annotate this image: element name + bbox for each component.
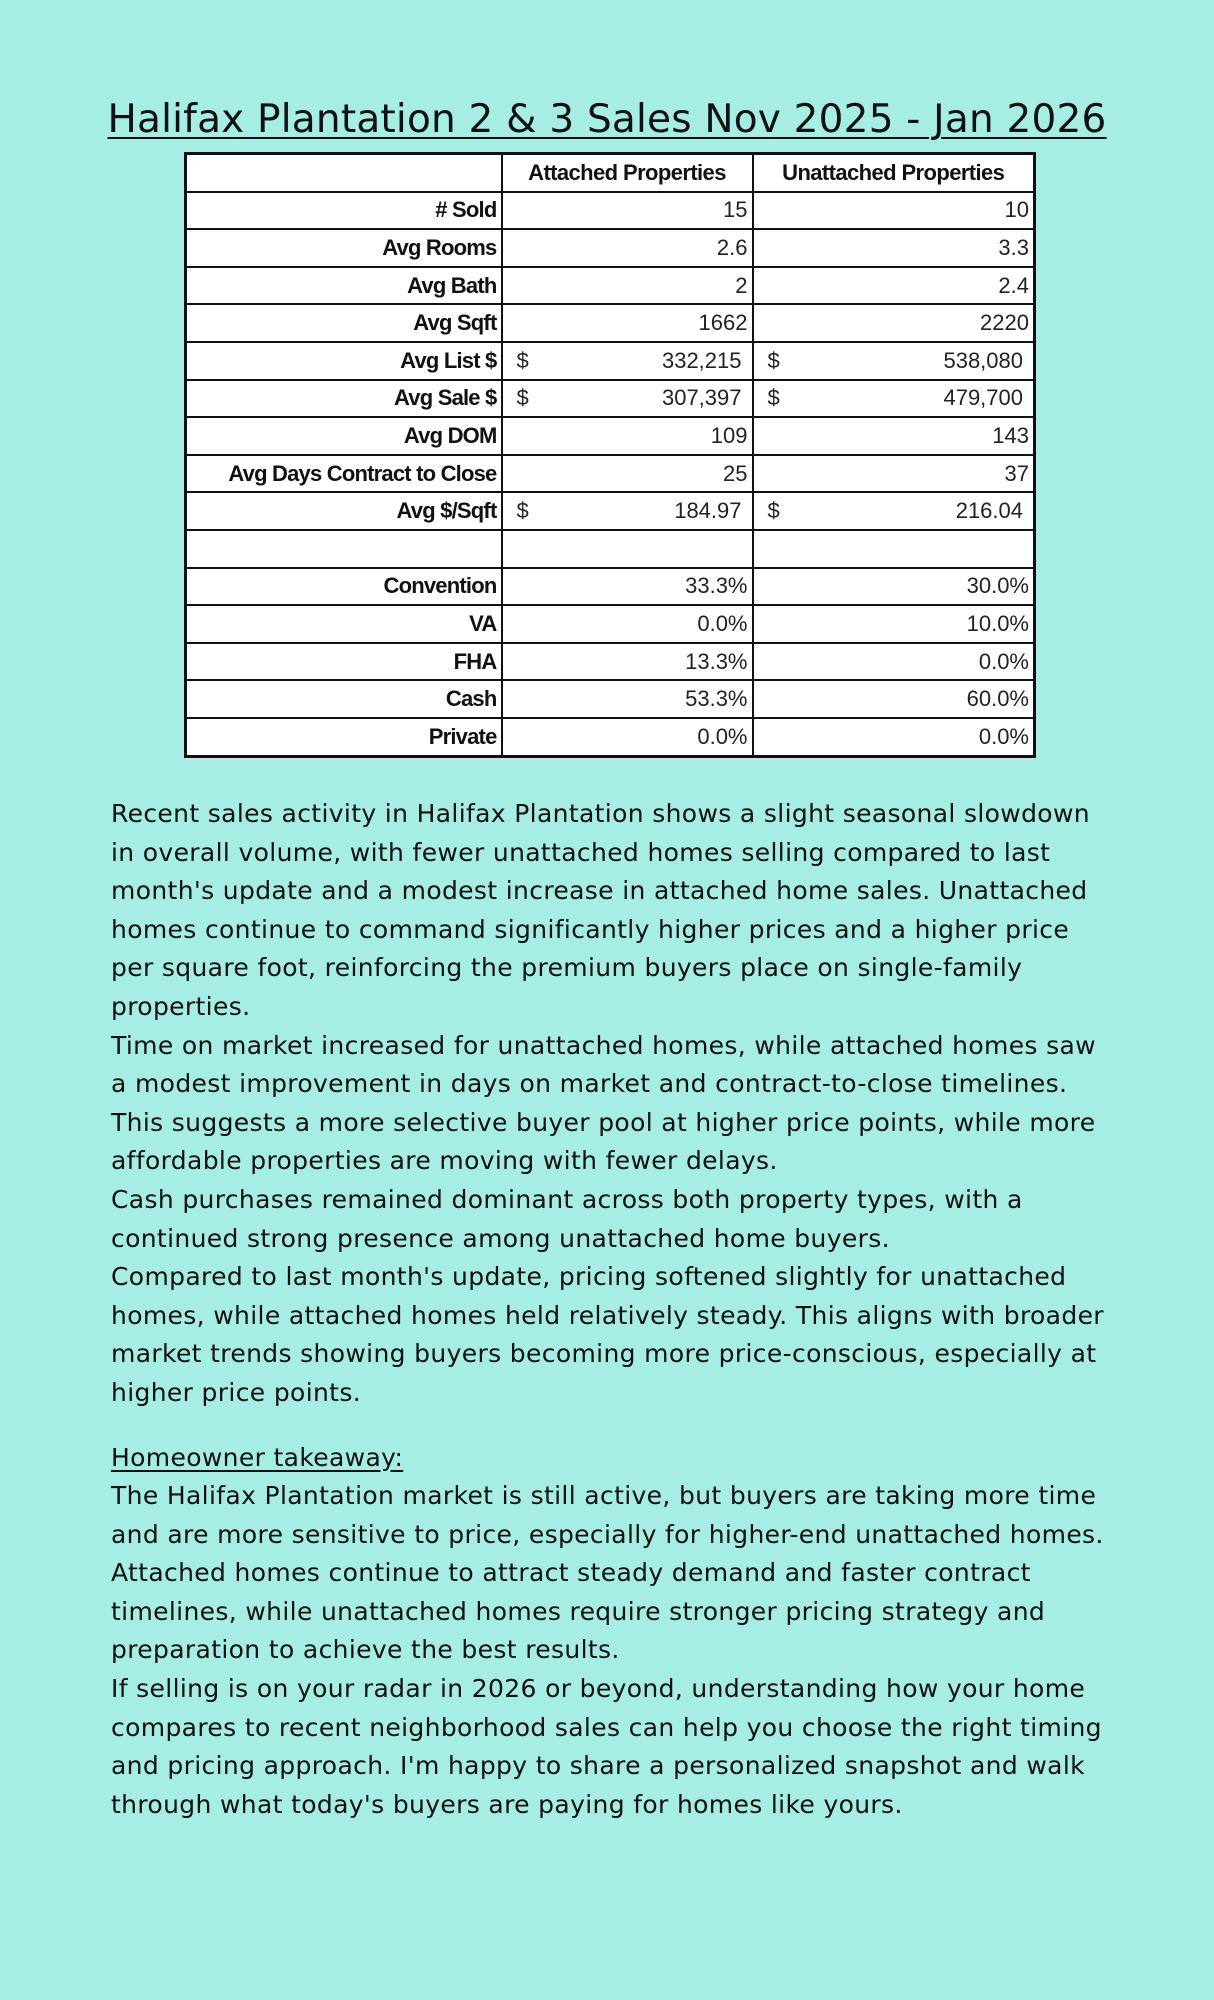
currency-symbol: $ xyxy=(767,347,780,373)
unattached-value: 60.0% xyxy=(753,680,1035,718)
row-label: Avg Bath xyxy=(186,267,502,305)
attached-value: 2.6 xyxy=(502,229,753,267)
table-row-spacer xyxy=(186,530,1035,568)
currency-symbol: $ xyxy=(516,347,529,373)
attached-value: 15 xyxy=(502,192,753,230)
row-label: Avg Rooms xyxy=(186,229,502,267)
table-row xyxy=(186,492,1035,530)
table-header-row xyxy=(186,154,1035,192)
table-row xyxy=(186,192,1035,230)
table-row xyxy=(186,643,1035,681)
amount: 332,215 xyxy=(661,347,742,373)
unattached-value xyxy=(753,530,1035,568)
row-label: VA xyxy=(186,605,502,643)
page-title: Halifax Plantation 2 & 3 Sales Nov 2025 - Jan 2026 xyxy=(107,97,1107,142)
attached-value: 0.0% xyxy=(502,718,753,756)
attached-value xyxy=(502,380,753,418)
row-label: FHA xyxy=(186,643,502,681)
unattached-value xyxy=(753,492,1035,530)
table-row xyxy=(186,417,1035,455)
table-row xyxy=(186,304,1035,342)
attached-value: 25 xyxy=(502,455,753,493)
row-label: # Sold xyxy=(186,192,502,230)
column-header-attached: Attached Properties xyxy=(502,154,753,192)
row-label: Avg $/Sqft xyxy=(186,492,502,530)
unattached-value xyxy=(753,380,1035,418)
attached-value: 2 xyxy=(502,267,753,305)
table-row xyxy=(186,380,1035,418)
paragraph-cash-purchases: Cash purchases remained dominant across both property types, with a continued strong presence among unattached home buyers. xyxy=(111,1184,1023,1253)
currency-symbol: $ xyxy=(516,385,529,411)
row-label: Avg List $ xyxy=(186,342,502,380)
attached-value: 0.0% xyxy=(502,605,753,643)
attached-value: 53.3% xyxy=(502,680,753,718)
attached-value: 1662 xyxy=(502,304,753,342)
column-header-label xyxy=(186,154,502,192)
attached-value: 33.3% xyxy=(502,568,753,606)
market-commentary xyxy=(111,795,1111,1824)
paragraph-market-overview: Recent sales activity in Halifax Plantation shows a slight seasonal slowdown in overall volume, with fewer unattached homes selling compared to last month's update and a modest increase in attached home sales. Unattached homes continue to command significantly higher prices and a higher price per square foot, reinforcing the premium buyers place on single-family properties. xyxy=(111,799,1090,1021)
paragraph-time-on-market: Time on market increased for unattached homes, while attached homes saw a modest improvement in days on market and contract-to-close timelines. This suggests a more selective buyer pool at higher price points, while more affordable properties are moving with fewer delays. xyxy=(111,1030,1096,1176)
table-row xyxy=(186,267,1035,305)
table-row xyxy=(186,680,1035,718)
currency-symbol: $ xyxy=(767,385,780,411)
row-label: Cash xyxy=(186,680,502,718)
takeaway-heading: Homeowner takeaway: xyxy=(111,1442,404,1472)
amount: 307,397 xyxy=(661,385,742,411)
unattached-value: 2.4 xyxy=(753,267,1035,305)
unattached-value: 37 xyxy=(753,455,1035,493)
table-row xyxy=(186,718,1035,756)
currency-symbol: $ xyxy=(767,498,780,524)
attached-value: 13.3% xyxy=(502,643,753,681)
row-label xyxy=(186,530,502,568)
row-label: Avg Days Contract to Close xyxy=(186,455,502,493)
attached-value: 109 xyxy=(502,417,753,455)
sales-comparison-table xyxy=(184,152,1036,758)
attached-value xyxy=(502,342,753,380)
currency-symbol: $ xyxy=(516,498,529,524)
amount: 479,700 xyxy=(943,385,1023,411)
unattached-value: 10.0% xyxy=(753,605,1035,643)
column-header-unattached: Unattached Properties xyxy=(753,154,1035,192)
unattached-value: 3.3 xyxy=(753,229,1035,267)
amount: 538,080 xyxy=(943,347,1023,373)
amount: 184.97 xyxy=(674,498,742,524)
sales-table-container xyxy=(184,152,1033,758)
paragraph-call-to-action: If selling is on your radar in 2026 or beyond, understanding how your home compares to recent neighborhood sales can help you choose the right timing and pricing approach. I'm happy to share a personalized snapshot and walk through what today's buyers are paying for homes like yours. xyxy=(111,1674,1102,1819)
table-row xyxy=(186,342,1035,380)
row-label: Avg Sale $ xyxy=(186,380,502,418)
table-row xyxy=(186,455,1035,493)
table-row xyxy=(186,568,1035,606)
row-label: Avg DOM xyxy=(186,417,502,455)
unattached-value: 30.0% xyxy=(753,568,1035,606)
attached-value xyxy=(502,530,753,568)
table-row xyxy=(186,605,1035,643)
unattached-value xyxy=(753,342,1035,380)
row-label: Convention xyxy=(186,568,502,606)
unattached-value: 0.0% xyxy=(753,643,1035,681)
unattached-value: 2220 xyxy=(753,304,1035,342)
row-label: Avg Sqft xyxy=(186,304,502,342)
attached-value xyxy=(502,492,753,530)
unattached-value: 10 xyxy=(753,192,1035,230)
unattached-value: 143 xyxy=(753,417,1035,455)
unattached-value: 0.0% xyxy=(753,718,1035,756)
paragraph-takeaway: The Halifax Plantation market is still active, but buyers are taking more time and are more sensitive to price, especially for higher-end unattached homes. Attached homes continue to attract steady demand and faster contract timelines, while unattached homes require stronger pricing strategy and preparation to achieve the best results. xyxy=(111,1481,1104,1665)
paragraph-pricing-comparison: Compared to last month's update, pricing softened slightly for unattached homes, while attached homes held relatively steady. This aligns with broader market trends showing buyers becoming more price-conscious, especially at higher price points. xyxy=(111,1262,1104,1407)
row-label: Private xyxy=(186,718,502,756)
amount: 216.04 xyxy=(955,498,1023,524)
section-spacer xyxy=(111,1413,1111,1439)
table-row xyxy=(186,229,1035,267)
